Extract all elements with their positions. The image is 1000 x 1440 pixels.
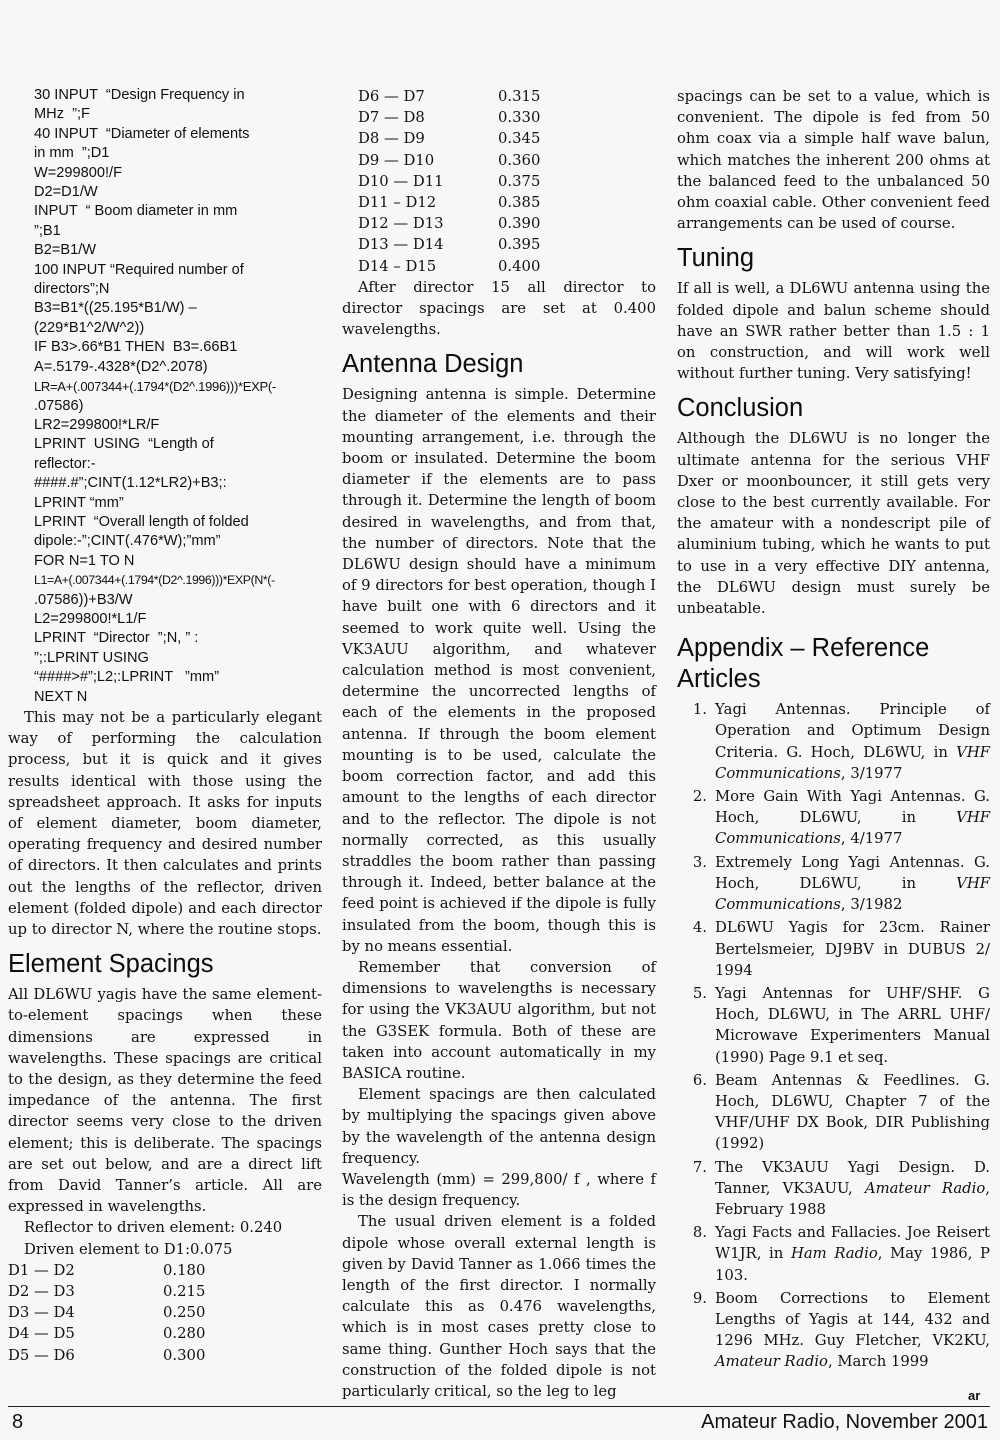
reference-text: More Gain With Yagi Antennas. G. Hoch, DL6WU, in VHF Communications, 4/1977	[715, 788, 990, 848]
spacing-pair: D7 — D8	[358, 109, 425, 127]
code-line: IF B3>.66*B1 THEN B3=.66B1	[34, 339, 238, 356]
column-3	[677, 86, 990, 1375]
spacing-pair: D2 — D3	[8, 1283, 75, 1301]
paragraph: spacings can be set to a value, which is convenient. The dipole is fed from 50 ohm coax via a simple half wave balun, which matches the inherent 200 ohms at the balanced feed to the unbalanced 50 ohm coaxial cable. Other convenient feed arrangements can be used of course.	[677, 88, 990, 233]
spacing-value: 0.345	[498, 130, 541, 148]
spacing-pair: D14 – D15	[358, 257, 437, 275]
spacing-row	[342, 192, 656, 213]
reference-text: Boom Corrections to Element Lengths of Yagis at 144, 432 and 1296 MHz. Guy Fletcher, VK2KU, Amateur Radio, March 1999	[715, 1289, 990, 1371]
spacing-value: 0.400	[498, 257, 541, 275]
code-line: LR=A+(.007344+(.1794*(D2^.1996)))*EXP(-	[34, 379, 276, 395]
code-line: B3=B1*((25.195*B1/W) –	[34, 300, 197, 317]
paragraph: After director 15 all director to director spacings are set at 0.400 wavelengths.	[342, 278, 656, 339]
code-line: dipole:-”;CINT(.476*W);”mm”	[34, 533, 221, 550]
spacing-row	[8, 1281, 322, 1302]
paragraph: All DL6WU yagis have the same element-to-element spacings when these dimensions are expressed in wavelengths. These spacings are critical to the design, as they determine the feed impedance of the antenna. The first director seems very close to the driven element; this is deliberate. The spacings are set out below, and are a direct lift from David Tanner’s article. All are expressed in wavelengths.	[8, 986, 322, 1216]
spacing-pair: D10 — D11	[358, 172, 444, 190]
paragraph: The usual driven element is a folded dipole whose overall external length is given by David Tanner as 1.066 times the length of the first director. I normally calculate this as 0.476 wavelengths, which is in most cases pretty close to same thing. Gunther Hoch says that the construction of the folded dipole is not particularly critical, so the leg to leg	[342, 1213, 656, 1400]
end-of-article-mark: ar	[968, 1388, 981, 1403]
spacing-value: 0.360	[498, 151, 541, 169]
code-line: D2=D1/W	[34, 184, 98, 201]
reference-text: DL6WU Yagis for 23cm. Rainer Bertelsmeier, DJ9BV in DUBUS 2/ 1994	[715, 919, 990, 979]
spacing-pair: D12 — D13	[358, 215, 444, 233]
reference-item	[677, 1157, 990, 1221]
spacing-pair: D13 — D14	[358, 236, 444, 254]
paragraph: Element spacings are then calculated by multiplying the spacings given above by the wavelength of the antenna design frequency.	[342, 1086, 656, 1167]
code-line: in mm ”;D1	[34, 145, 110, 162]
spacing-row	[342, 128, 656, 149]
code-line: LPRINT “Director ”;N, ” :	[34, 630, 199, 647]
spacing-value: 0.215	[163, 1283, 206, 1301]
section-heading: Tuning	[677, 244, 755, 273]
reference-text: Yagi Facts and Fallacies. Joe Reisert W1JR, in Ham Radio, May 1986, P 103.	[715, 1224, 990, 1284]
section-heading: Element Spacings	[8, 950, 214, 979]
spacing-row	[8, 1323, 322, 1344]
reference-item	[677, 699, 990, 784]
spacing-row	[342, 150, 656, 171]
spacing-value: 0.315	[498, 88, 541, 105]
paragraph: If all is well, a DL6WU antenna using the folded dipole and balun scheme should have an SWR rather better than 1.5 : 1 on construction, and will work well without further tuning. Very satisfying!	[677, 280, 990, 383]
reference-number: 4.	[692, 919, 707, 937]
code-line: L2=299800!*L1/F	[34, 610, 147, 627]
code-line: MHz ”;F	[34, 106, 90, 123]
code-line: 40 INPUT “Diameter of elements	[34, 125, 250, 142]
code-line: “####>#”;L2;:LPRINT ”mm”	[34, 669, 220, 686]
reference-number: 3.	[692, 853, 707, 871]
paragraph: Designing antenna is simple. Determine the diameter of the elements and their mounting arrangement, i.e. through the boom or insulated. Determine the boom diameter if the elements are to pass through it. Determine the length of boom desired in wavelengths, and from that, the number of directors. Note that the DL6WU design should have a minimum of 9 directors for best operation, though I have built one with 6 directors and it seemed to work quite well. Using the VK3AUU algorithm, and whatever calculation method is most convenient, determine the uncorrected lengths of each of the elements in the proposed antenna. If through the boom element mounting is to be used, calculate the boom correction factor, and add this amount to the lengths of each director and to the reflector. The dipole is not normally corrected, as this usually straddles the boom rather than passing through it. Indeed, better balance at the feed point is achieved if the dipole is fully insulated from the boom, though this is by no means essential.	[342, 386, 656, 955]
reference-item	[677, 1288, 990, 1373]
spacing-row	[342, 86, 656, 107]
reference-number: 7.	[692, 1158, 707, 1176]
reference-text: Beam Antennas & Feedlines. G. Hoch, DL6WU, Chapter 7 of the VHF/UHF DX Book, DIR Publishing (1992)	[715, 1071, 990, 1153]
spacing-row	[342, 234, 656, 255]
spacing-value: 0.390	[498, 215, 541, 233]
spacing-pair: D6 — D7	[358, 88, 425, 105]
spacing-value: 0.330	[498, 109, 541, 127]
code-line: FOR N=1 TO N	[34, 552, 135, 569]
reference-number: 6.	[692, 1071, 707, 1089]
reference-number: 9.	[692, 1289, 707, 1307]
section-heading	[677, 633, 990, 695]
spacing-table-continued	[342, 86, 656, 277]
reference-number: 5.	[692, 984, 707, 1002]
spacing-row	[8, 1260, 322, 1281]
code-line: .07586)	[34, 397, 84, 414]
reference-text: The VK3AUU Yagi Design. D. Tanner, VK3AUU, Amateur Radio, February 1988	[715, 1158, 990, 1218]
column-1	[8, 86, 322, 1366]
code-line: 100 INPUT “Required number of	[34, 261, 244, 278]
footer-rule	[8, 1406, 990, 1407]
spacing-pair: D4 — D5	[8, 1325, 75, 1343]
spacing-value: 0.395	[498, 236, 541, 254]
reference-text: Yagi Antennas. Principle of Operation and Optimum Design Criteria. G. Hoch, DL6WU, in VHF Communications, 3/1977	[715, 701, 990, 782]
code-line: NEXT N	[34, 688, 88, 705]
reference-text: Extremely Long Yagi Antennas. G. Hoch, DL6WU, in VHF Communications, 3/1982	[715, 853, 990, 914]
code-line: ”;B1	[34, 222, 61, 239]
code-line: L1=A+(.007344+(.1794*(D2^.1996)))*EXP(N*(-	[34, 573, 275, 588]
page-number: 8	[12, 1411, 24, 1433]
code-line: INPUT “ Boom diameter in mm	[34, 203, 238, 220]
code-line: LR2=299800!*LR/F	[34, 416, 160, 433]
spacing-value: 0.375	[498, 172, 541, 190]
spacing-value: 0.250	[163, 1304, 206, 1322]
spacing-row	[342, 107, 656, 128]
reference-item	[677, 1222, 990, 1286]
heading-line: Appendix – Reference	[677, 634, 930, 663]
spacing-value: 0.180	[163, 1261, 206, 1279]
reference-item	[677, 917, 990, 981]
code-line: (229*B1^2/W^2))	[34, 319, 145, 336]
spacing-lead: Driven element to D1:0.075	[24, 1240, 233, 1258]
spacing-pair: D1 — D2	[8, 1261, 75, 1279]
paragraph: This may not be a particularly elegant way of performing the calculation process, but it is quick and it gives results identical with those using the spreadsheet approach. It asks for inputs of element diameter, boom diameter, operating frequency and desired number of directors. It then calculates and prints out the lengths of the reflector, driven element (folded dipole) and each director up to director N, where the routine stops.	[8, 709, 322, 939]
section-heading: Antenna Design	[342, 350, 524, 379]
code-line: 30 INPUT “Design Frequency in	[34, 87, 245, 103]
code-line: B2=B1/W	[34, 242, 97, 259]
paragraph: Although the DL6WU is no longer the ultimate antenna for the serious VHF Dxer or moonbouncer, it still gets very close to the best currently available. For the amateur with a nondescript pile of aluminium tubing, which he wants to put to use in a very effective DIY antenna, the DL6WU design must surely be unbeatable.	[677, 430, 990, 618]
code-line: .07586))+B3/W	[34, 591, 133, 608]
spacing-row	[8, 1345, 322, 1366]
code-line: LPRINT “mm”	[34, 494, 124, 511]
spacing-value: 0.385	[498, 194, 541, 212]
reference-number: 2.	[692, 788, 707, 806]
code-line: directors”;N	[34, 281, 110, 298]
spacing-value: 0.280	[163, 1325, 206, 1343]
paragraph: Wavelength (mm) = 299,800/ f , where f is the design frequency.	[342, 1170, 656, 1210]
paragraph: Remember that conversion of dimensions to wavelengths is necessary for using the VK3AUU algorithm, but not the G3SEK formula. Both of these are taken into account automatically in my BASICA routine.	[342, 958, 656, 1082]
magazine-issue: Amateur Radio, November 2001	[701, 1411, 988, 1433]
spacing-row	[342, 256, 656, 277]
reference-item	[677, 983, 990, 1068]
reference-number: 8.	[692, 1224, 707, 1242]
spacing-pair: D3 — D4	[8, 1304, 75, 1322]
code-line: LPRINT “Overall length of folded	[34, 513, 249, 530]
spacing-lead: Reflector to driven element: 0.240	[24, 1219, 283, 1237]
reference-number: 1.	[692, 701, 707, 719]
reference-item	[677, 852, 990, 916]
section-heading: Conclusion	[677, 394, 804, 423]
spacing-pair: D9 — D10	[358, 151, 435, 169]
reference-list	[677, 699, 990, 1372]
spacing-pair: D5 — D6	[8, 1346, 75, 1364]
basic-code-listing	[8, 86, 322, 707]
spacing-row	[342, 213, 656, 234]
spacing-row	[342, 171, 656, 192]
code-line: reflector:-	[34, 455, 96, 472]
code-line: LPRINT USING “Length of	[34, 436, 214, 453]
spacing-pair: D11 – D12	[358, 194, 437, 212]
code-line: W=299800!/F	[34, 164, 123, 181]
code-line: ####.#”;CINT(1.12*LR2)+B3;:	[34, 475, 227, 492]
code-line: A=.5179-.4328*(D2^.2078)	[34, 358, 208, 375]
spacing-value: 0.300	[163, 1346, 206, 1364]
heading-line: Articles	[677, 665, 761, 694]
spacing-table	[8, 1217, 322, 1365]
reference-item	[677, 786, 990, 850]
reference-item	[677, 1070, 990, 1155]
spacing-pair: D8 — D9	[358, 130, 425, 148]
reference-text: Yagi Antennas for UHF/SHF. G Hoch, DL6WU, in The ARRL UHF/ Microwave Experimenters Manual (1990) Page 9.1 et seq.	[715, 984, 990, 1066]
column-2	[342, 86, 656, 1402]
spacing-row	[8, 1302, 322, 1323]
code-line: ”;:LPRINT USING	[34, 649, 149, 666]
